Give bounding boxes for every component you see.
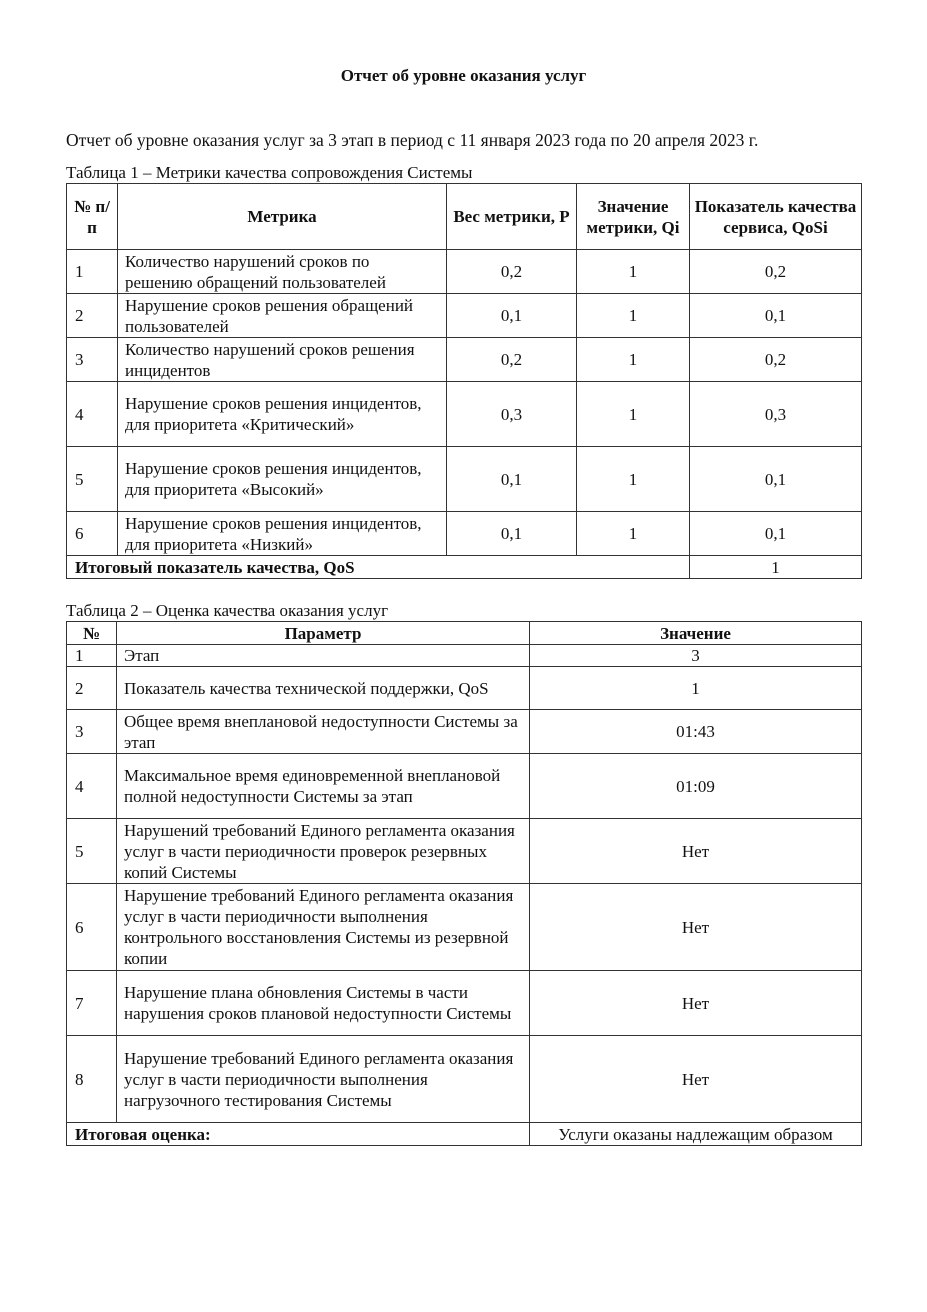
row-number: 2: [67, 294, 118, 338]
metric-qosi: 0,1: [690, 447, 862, 512]
row-number: 1: [67, 645, 117, 667]
table-row: [67, 645, 862, 667]
metric-value: 1: [577, 338, 690, 382]
parameter-value: Нет: [530, 1036, 862, 1123]
row-number: 2: [67, 667, 117, 710]
table-header-row: [67, 622, 862, 645]
parameter-value: Нет: [530, 884, 862, 971]
row-number: 4: [67, 754, 117, 819]
metric-name: Нарушение сроков решения обращений пользователей: [118, 294, 447, 338]
parameter-name: Нарушение требований Единого регламента оказания услуг в части периодичности выполнения нагрузочного тестирования Системы: [117, 1036, 530, 1123]
table2-caption: Таблица 2 – Оценка качества оказания услуг: [66, 601, 389, 620]
header-number: № п/п: [67, 184, 118, 250]
metric-weight: 0,1: [447, 447, 577, 512]
table-total-row: [67, 556, 862, 579]
parameter-value: 3: [530, 645, 862, 667]
table-total-row: [67, 1123, 862, 1146]
metric-name: Количество нарушений сроков решения инцидентов: [118, 338, 447, 382]
row-number: 6: [67, 884, 117, 971]
metric-weight: 0,1: [447, 294, 577, 338]
table-header-row: [67, 184, 862, 250]
parameter-name: Общее время внеплановой недоступности Системы за этап: [117, 710, 530, 754]
metric-qosi: 0,2: [690, 250, 862, 294]
document-title: Отчет об уровне оказания услуг: [340, 66, 587, 85]
metric-value: 1: [577, 512, 690, 556]
total-value: 1: [690, 556, 862, 579]
intro-paragraph: Отчет об уровне оказания услуг за 3 этап в период с 11 января 2023 года по 20 апреля 2023 г.: [66, 130, 759, 150]
metric-value: 1: [577, 250, 690, 294]
metric-weight: 0,2: [447, 338, 577, 382]
metric-weight: 0,1: [447, 512, 577, 556]
table-row: [67, 338, 862, 382]
total-value: Услуги оказаны надлежащим образом: [530, 1123, 862, 1146]
row-number: 3: [67, 710, 117, 754]
metric-qosi: 0,1: [690, 294, 862, 338]
parameter-value: 01:09: [530, 754, 862, 819]
metric-name: Нарушение сроков решения инцидентов, для приоритета «Низкий»: [118, 512, 447, 556]
metric-qosi: 0,1: [690, 512, 862, 556]
metrics-table: [66, 183, 862, 579]
metric-qosi: 0,3: [690, 382, 862, 447]
row-number: 4: [67, 382, 118, 447]
table-row: [67, 512, 862, 556]
table-row: [67, 710, 862, 754]
metric-value: 1: [577, 294, 690, 338]
table-row: [67, 884, 862, 971]
total-label: Итоговая оценка:: [67, 1123, 530, 1146]
parameter-name: Нарушение требований Единого регламента оказания услуг в части периодичности выполнения контрольного восстановления Системы из резервной копии: [117, 884, 530, 971]
row-number: 6: [67, 512, 118, 556]
header-number: №: [67, 622, 117, 645]
row-number: 7: [67, 971, 117, 1036]
header-metric: Метрика: [118, 184, 447, 250]
metric-weight: 0,2: [447, 250, 577, 294]
metric-name: Нарушение сроков решения инцидентов, для приоритета «Высокий»: [118, 447, 447, 512]
header-weight: Вес метрики, P: [447, 184, 577, 250]
table-row: [67, 294, 862, 338]
header-value: Значение: [530, 622, 862, 645]
row-number: 3: [67, 338, 118, 382]
table1-caption: Таблица 1 – Метрики качества сопровождения Системы: [66, 163, 473, 182]
parameter-value: Нет: [530, 971, 862, 1036]
parameter-value: 01:43: [530, 710, 862, 754]
parameter-name: Нарушение плана обновления Системы в части нарушения сроков плановой недоступности Системы: [117, 971, 530, 1036]
header-parameter: Параметр: [117, 622, 530, 645]
parameter-name: Нарушений требований Единого регламента оказания услуг в части периодичности проверок резервных копий Системы: [117, 819, 530, 884]
metric-qosi: 0,2: [690, 338, 862, 382]
header-value: Значение метрики, Qi: [577, 184, 690, 250]
parameter-value: Нет: [530, 819, 862, 884]
table-row: [67, 819, 862, 884]
row-number: 1: [67, 250, 118, 294]
table-row: [67, 1036, 862, 1123]
table-row: [67, 971, 862, 1036]
metric-value: 1: [577, 447, 690, 512]
row-number: 8: [67, 1036, 117, 1123]
assessment-table: [66, 621, 862, 1146]
table-row: [67, 250, 862, 294]
metric-name: Количество нарушений сроков по решению обращений пользователей: [118, 250, 447, 294]
total-label: Итоговый показатель качества, QoS: [67, 556, 690, 579]
metric-name: Нарушение сроков решения инцидентов, для приоритета «Критический»: [118, 382, 447, 447]
table-row: [67, 447, 862, 512]
parameter-name: Этап: [117, 645, 530, 667]
parameter-value: 1: [530, 667, 862, 710]
table-row: [67, 667, 862, 710]
metric-value: 1: [577, 382, 690, 447]
row-number: 5: [67, 819, 117, 884]
table-row: [67, 754, 862, 819]
row-number: 5: [67, 447, 118, 512]
parameter-name: Максимальное время единовременной внеплановой полной недоступности Системы за этап: [117, 754, 530, 819]
header-qosi: Показатель качества сервиса, QoSi: [690, 184, 862, 250]
table-row: [67, 382, 862, 447]
parameter-name: Показатель качества технической поддержки, QoS: [117, 667, 530, 710]
metric-weight: 0,3: [447, 382, 577, 447]
